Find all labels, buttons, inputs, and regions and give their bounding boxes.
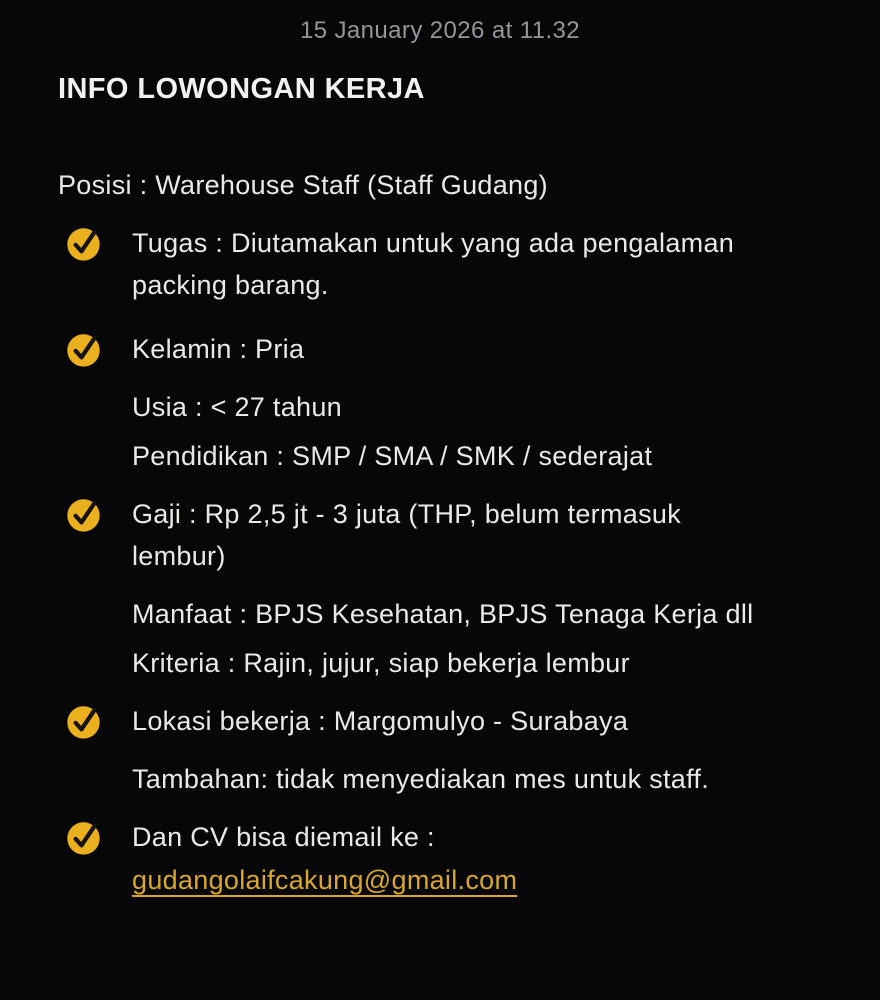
list-item [58,593,844,635]
post-title: INFO LOWONGAN KERJA [58,73,425,105]
message-timestamp: 15 January 2026 at 11.32 [299,17,581,44]
list-item-text: Gaji : Rp 2,5 jt - 3 juta (THP, belum termasuk [132,499,682,529]
list-item-text: Kriteria : Rajin, jujur, siap bekerja lembur [132,648,630,678]
list-item-text: Lokasi bekerja : Margomulyo - Surabaya [132,706,629,736]
check-circle-icon [65,819,102,856]
list-item [58,386,844,428]
job-info-list [0,222,880,903]
email-link[interactable]: gudangolaifcakung@gmail.com [132,865,518,895]
list-item [58,700,844,742]
list-item [58,328,844,370]
list-item [58,758,844,800]
list-item [58,435,844,477]
list-item [58,222,844,306]
check-circle-icon [65,496,102,533]
list-item-text: Manfaat : BPJS Kesehatan, BPJS Tenaga Kerja dll [132,599,754,629]
list-item-text: Tugas : Diutamakan untuk yang ada pengalaman [132,228,735,258]
list-item [58,642,844,684]
list-item-text: lembur) [132,541,226,571]
check-circle-icon [65,331,102,368]
check-circle-icon [65,703,102,740]
list-item-text: Usia : < 27 tahun [132,392,342,422]
list-item [58,816,844,903]
position-line: Posisi : Warehouse Staff (Staff Gudang) [58,170,548,200]
list-item-text: Kelamin : Pria [132,334,305,364]
list-item-text: packing barang. [132,270,329,300]
list-item-text: Dan CV bisa diemail ke : [132,822,435,852]
list-item [58,493,844,577]
check-circle-icon [65,225,102,262]
list-item-text: Pendidikan : SMP / SMA / SMK / sederajat [132,441,653,471]
list-item-text: Tambahan: tidak menyediakan mes untuk staff. [132,764,710,794]
